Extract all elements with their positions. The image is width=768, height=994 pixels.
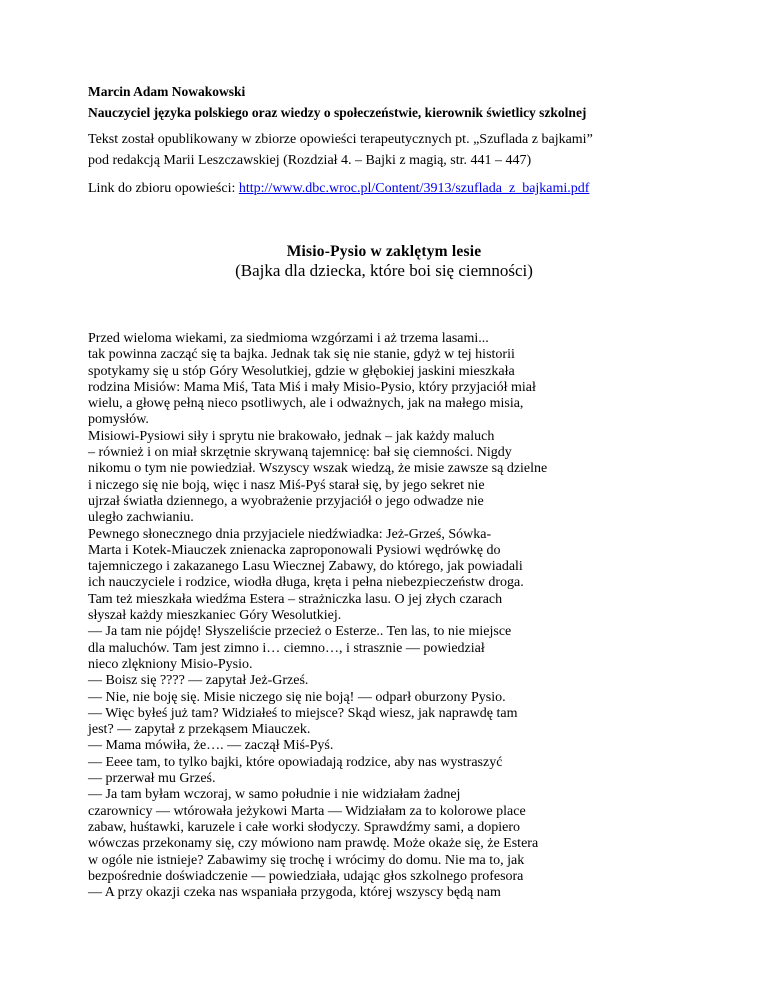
story-title: Misio-Pysio w zaklętym lesie <box>286 243 482 260</box>
pdf-link[interactable]: http://www.dbc.wroc.pl/Content/3913/szuflada_z_bajkami.pdf <box>238 181 590 196</box>
text-line: Misiowi-Pysiowi siły i sprytu nie brakowało, jednak – jak każdy maluch <box>88 428 495 444</box>
text-line: — Ja tam nie pójdę! Słyszeliście przecież o Esterze.. Ten las, to nie miejsce <box>88 624 512 640</box>
text-line: tak powinna zacząć się ta bajka. Jednak tak się nie stanie, gdyż w tej historii <box>88 347 515 363</box>
text-line: — Nie, nie boję się. Misie niczego się nie boją! — odparł oburzony Pysio. <box>88 689 506 705</box>
text-line: pomysłów. <box>88 412 149 428</box>
text-line: — Ja tam byłam wczoraj, w samo południe i nie widziałam żadnej <box>88 787 461 803</box>
text-line: — Mama mówiła, że…. — zaczął Miś-Pyś. <box>88 738 334 754</box>
text-line: wówczas przekonamy się, czy mówiono nam prawdę. Może okaże się, że Estera <box>88 836 539 852</box>
text-line: Przed wieloma wiekami, za siedmioma wzgórzami i aż trzema lasami... <box>88 331 489 346</box>
link-line <box>88 178 589 199</box>
publication-note <box>88 129 593 171</box>
author-name: Marcin Adam Nowakowski <box>88 84 246 99</box>
text-line: spotykamy się u stóp Góry Wesolutkiej, gdzie w głębokiej jaskini mieszkała <box>88 363 515 379</box>
text-line: – również i on miał skrzętnie skrywaną tajemnicę: bał się ciemności. Nigdy <box>88 445 512 461</box>
publication-line: pod redakcją Marii Leszczawskiej (Rozdział 4. – Bajki z magią, str. 441 – 447) <box>88 153 532 168</box>
text-line: rodzina Misiów: Mama Miś, Tata Miś i mały Misio-Pysio, który przyjaciół miał <box>88 379 536 395</box>
text-line: — Boisz się ???? — zapytał Jeż-Grześ. <box>88 673 309 689</box>
text-line: bezpośrednie doświadczenie — powiedziała, udając głos szkolnego profesora <box>88 868 524 884</box>
text-line: słyszał każdy mieszkaniec Góry Wesolutkiej. <box>88 608 342 624</box>
text-line: wielu, a głowę pełną nieco psotliwych, ale i odważnych, jak na małego misia, <box>88 396 524 412</box>
author-block <box>88 81 586 123</box>
link-label: Link do zbioru opowieści: <box>88 181 239 196</box>
publication-line: Tekst został opublikowany w zbiorze opowieści terapeutycznych pt. „Szuflada z bajkami” <box>88 132 593 147</box>
text-line: — przerwał mu Grześ. <box>88 771 216 787</box>
text-line: — A przy okazji czeka nas wspaniała przygoda, której wszyscy będą nam <box>88 885 501 901</box>
text-line: w ogóle nie istnieje? Zabawimy się trochę i wrócimy do domu. Nie ma to, jak <box>88 852 525 868</box>
text-line: — Eeee tam, to tylko bajki, które opowiadają rodzice, aby nas wystraszyć <box>88 754 503 770</box>
text-line: zabaw, huśtawki, karuzele i całe worki słodyczy. Sprawdźmy sami, a dopiero <box>88 819 521 835</box>
text-line: Tam też mieszkała wiedźma Estera – strażniczka lasu. O jej złych czarach <box>88 591 503 607</box>
text-line: czarownicy — wtórowała jeżykowi Marta — Widziałam za to kolorowe place <box>88 803 526 819</box>
text-line: i niczego się nie boją, więc i nasz Miś-Pyś starał się, by jego sekret nie <box>88 477 485 493</box>
text-line: tajemniczego i zakazanego Lasu Wiecznej Zabawy, do którego, jak powiadali <box>88 559 523 575</box>
text-line: ich nauczyciele i rodzice, wiodła długa, kręta i pełna niebezpieczeństw droga. <box>88 575 524 591</box>
text-line: jest? — zapytał z przekąsem Miauczek. <box>88 722 311 738</box>
text-line: nikomu o tym nie powiedział. Wszyscy wszak wiedzą, że misie zawsze są dzielne <box>88 461 548 477</box>
text-line: — Więc byłeś już tam? Widziałeś to miejsce? Skąd wiesz, jak naprawdę tam <box>88 705 518 721</box>
story-subtitle: (Bajka dla dziecka, które boi się ciemności) <box>235 261 533 280</box>
text-line: ujrzał światła dziennego, a wyobrażenie przyjaciół o jego odwadze nie <box>88 493 484 509</box>
story-body <box>88 331 648 901</box>
text-line: nieco zlękniony Misio-Pysio. <box>88 656 253 672</box>
text-line: uległo zachwianiu. <box>88 510 194 526</box>
text-line: dla maluchów. Tam jest zimno i… ciemno…, i strasznie — powiedział <box>88 640 485 656</box>
author-role: Nauczyciel języka polskiego oraz wiedzy o społeczeństwie, kierownik świetlicy szkolnej <box>88 105 587 120</box>
text-line: Marta i Kotek-Miauczek znienacka zaproponowali Pysiowi wędrówkę do <box>88 542 501 558</box>
text-line: Pewnego słonecznego dnia przyjaciele niedźwiadka: Jeż-Grześ, Sówka- <box>88 526 492 542</box>
